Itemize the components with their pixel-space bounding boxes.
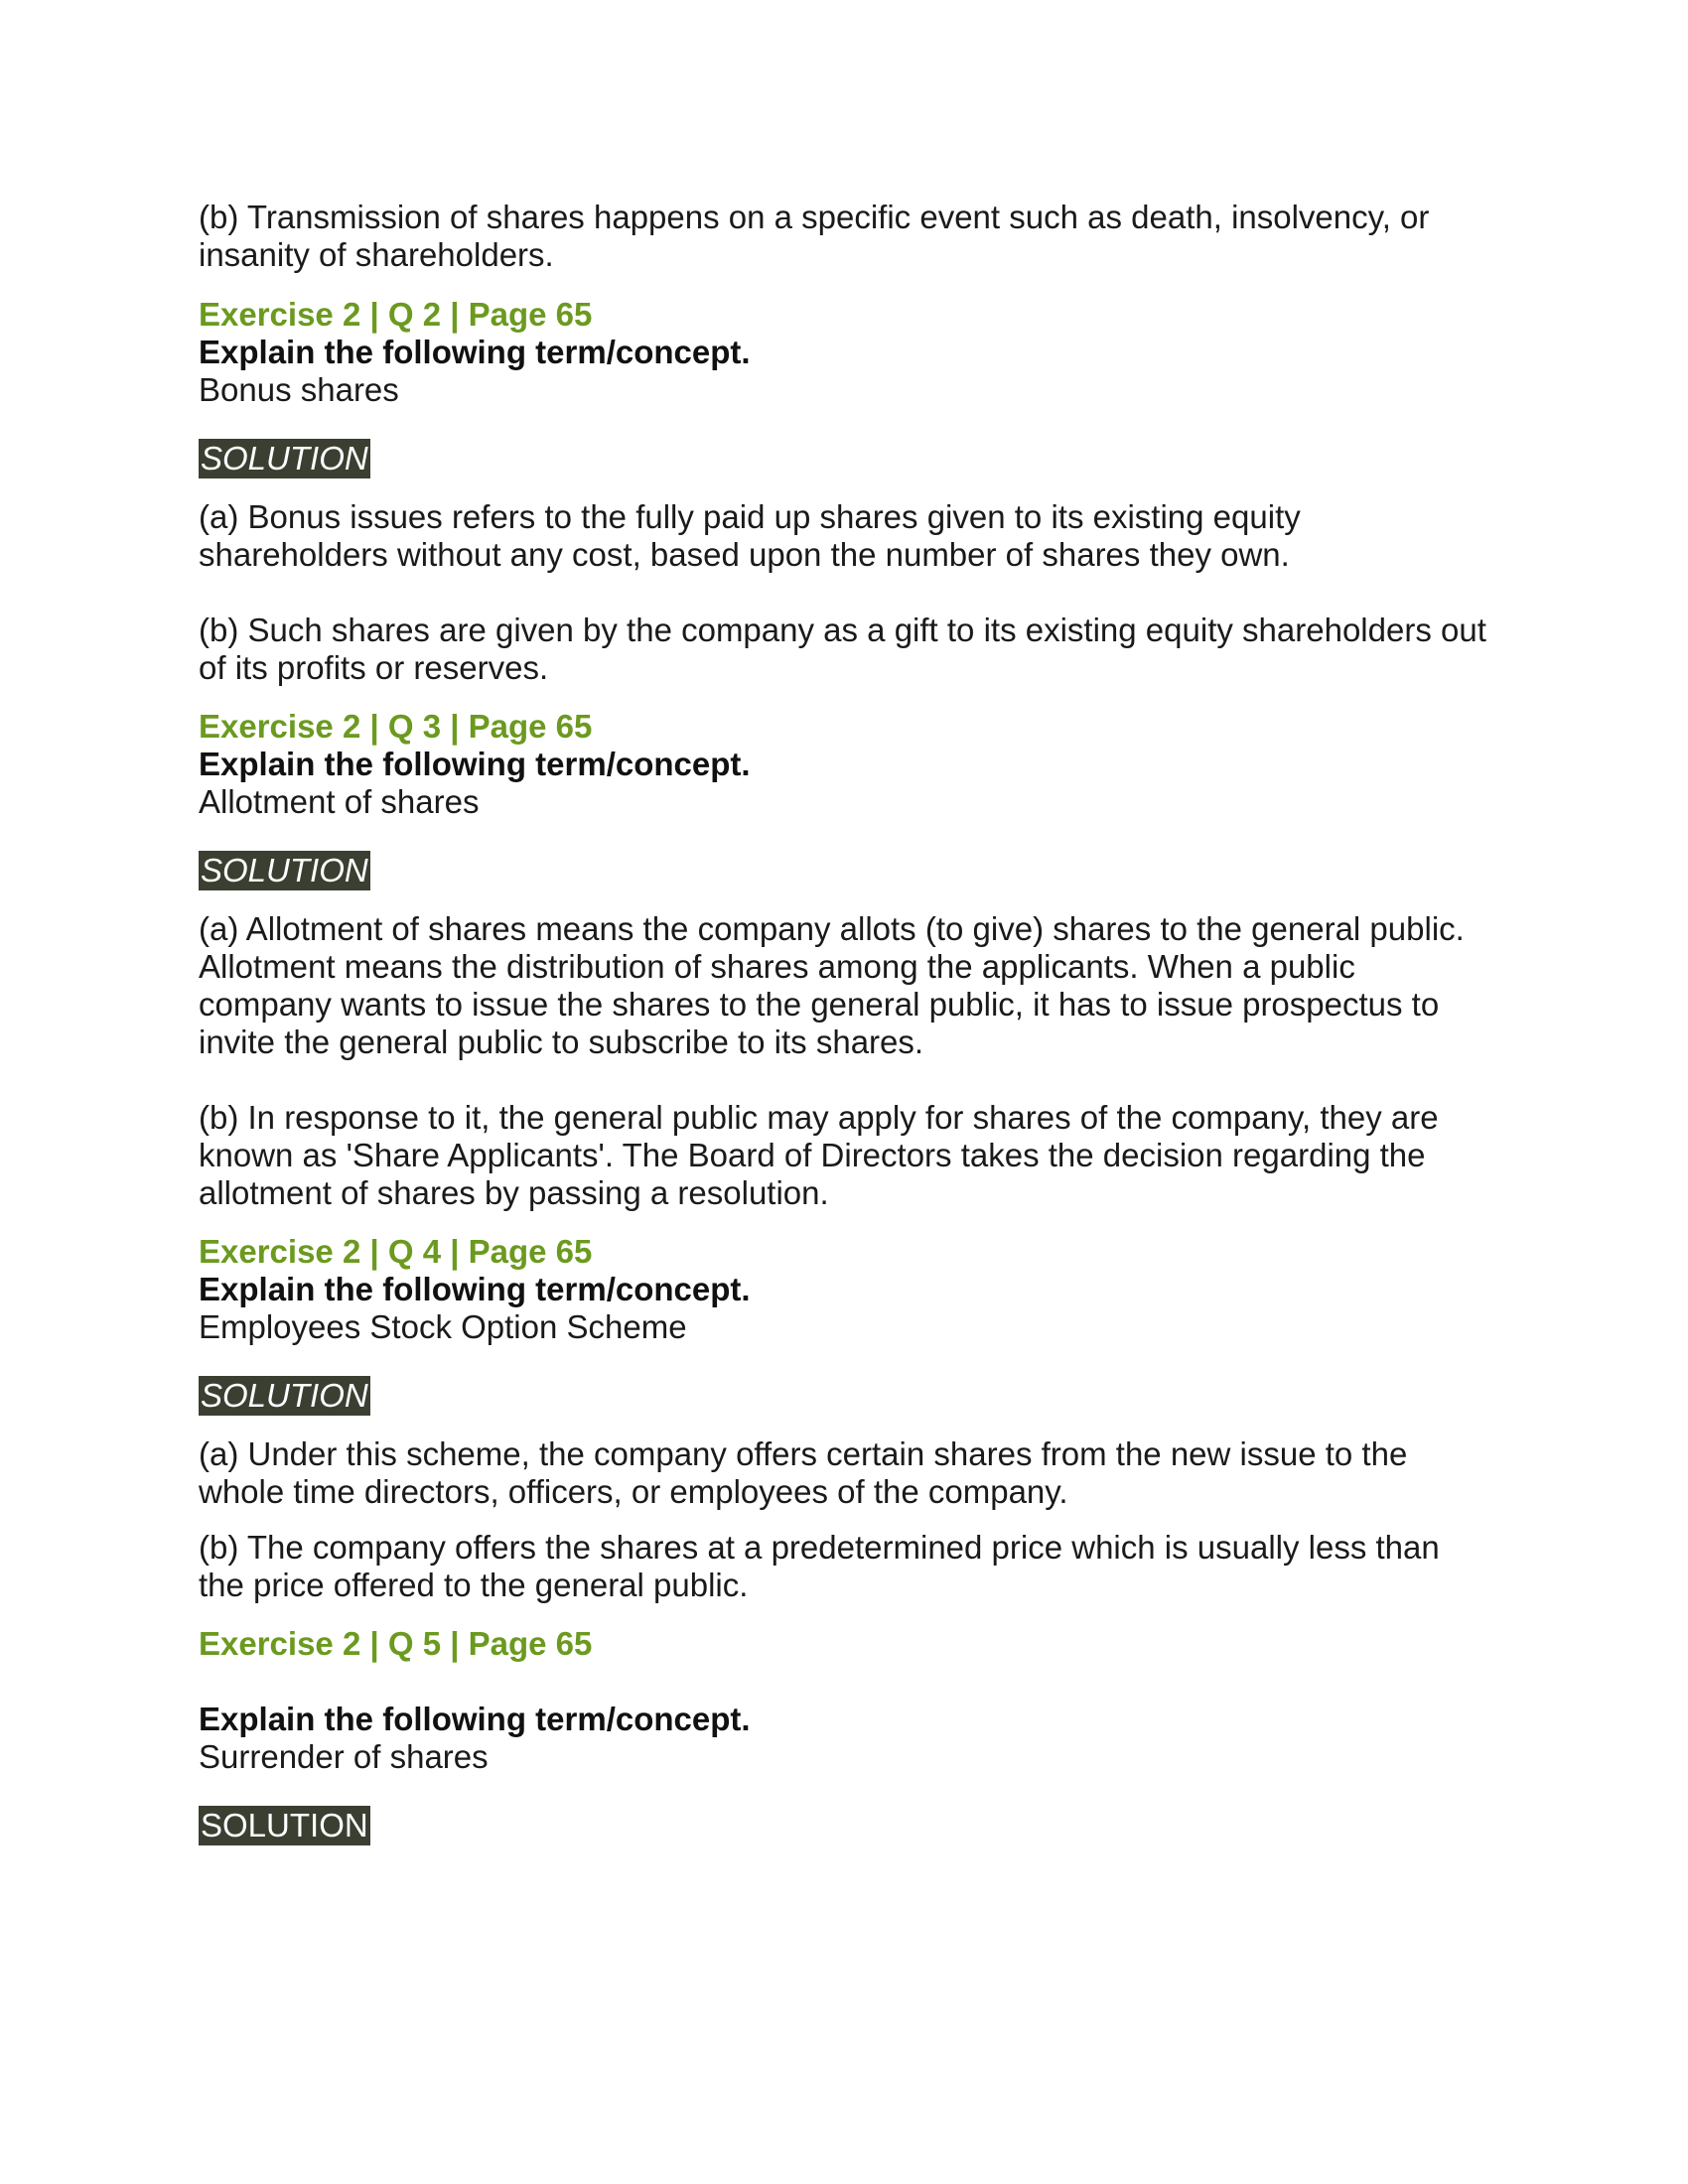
exercise-heading-q3: Exercise 2 | Q 3 | Page 65 [199,708,593,745]
exercise-heading-q2: Exercise 2 | Q 2 | Page 65 [199,296,593,333]
question-prompt-q5: Explain the following term/concept. [199,1701,751,1737]
answer-b-q2: (b) Such shares are given by the company as a gift to its existing equity shareholders out of its profits or reserves. [199,612,1486,686]
question-term-q2: Bonus shares [199,371,399,408]
solution-label-q4: SOLUTION [201,1377,368,1414]
answer-b-q3: (b) In response to it, the general public may apply for shares of the company, they are known as 'Share Applicants'. The Board of Directors takes the decision regarding the allotment of shares by passing a resolution. [199,1099,1439,1211]
answer-a-q2: (a) Bonus issues refers to the fully paid up shares given to its existing equity shareholders without any cost, based upon the number of shares they own. [199,498,1301,573]
exercise-heading-q5: Exercise 2 | Q 5 | Page 65 [199,1625,593,1662]
question-prompt-q2: Explain the following term/concept. [199,334,751,370]
question-prompt-q3: Explain the following term/concept. [199,746,751,782]
exercise-heading-q4: Exercise 2 | Q 4 | Page 65 [199,1233,593,1270]
solution-label-q3: SOLUTION [201,852,368,888]
intro-paragraph-b: (b) Transmission of shares happens on a specific event such as death, insolvency, or insanity of shareholders. [199,199,1430,273]
answer-a-q4: (a) Under this scheme, the company offers certain shares from the new issue to the whole time directors, officers, or employees of the company. [199,1435,1408,1510]
answer-b-q4: (b) The company offers the shares at a predetermined price which is usually less than the price offered to the general public. [199,1529,1440,1603]
question-term-q5: Surrender of shares [199,1738,489,1775]
question-term-q3: Allotment of shares [199,783,480,820]
solution-label-q5: SOLUTION [201,1807,368,1843]
answer-a-q3: (a) Allotment of shares means the company allots (to give) shares to the general public. Allotment means the distribution of shares among the applicants. When a public company wants to issue the shares to the general public, it has to issue prospectus to invite the general public to subscribe to its shares. [199,910,1465,1060]
solution-label-q2: SOLUTION [201,440,368,477]
question-term-q4: Employees Stock Option Scheme [199,1308,687,1345]
page-content [199,199,1489,1845]
question-prompt-q4: Explain the following term/concept. [199,1271,751,1307]
